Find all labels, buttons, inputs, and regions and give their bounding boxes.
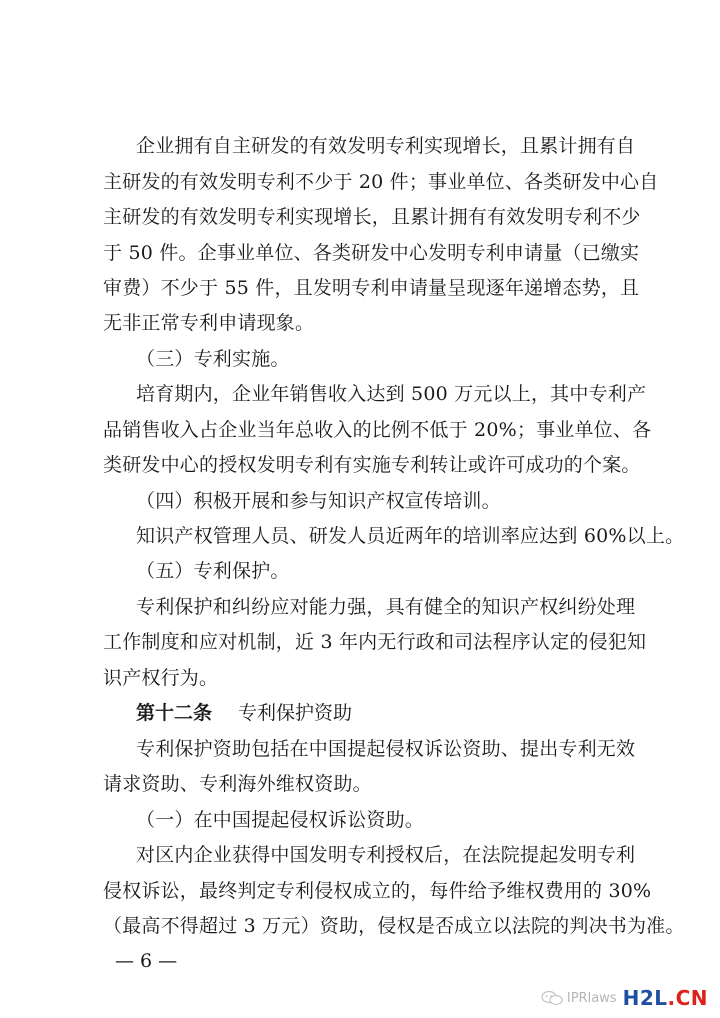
paragraph-line: （最高不得超过 3 万元）资助，侵权是否成立以法院的判决书为准。 [103, 915, 685, 937]
paragraph-line: 品销售收入占企业当年总收入的比例不低于 20%；事业单位、各 [103, 419, 652, 441]
watermark-handle: IPRlaws [566, 990, 617, 1006]
paragraph-line: 专利保护和纠纷应对能力强，具有健全的知识产权纠纷处理 [136, 596, 636, 618]
paragraph-line: 知识产权管理人员、研发人员近两年的培训率应达到 60%以上。 [136, 525, 685, 547]
paragraph-line: 工作制度和应对机制，近 3 年内无行政和司法程序认定的侵犯知 [103, 631, 647, 653]
wechat-icon [541, 990, 563, 1006]
paragraph-line: 侵权诉讼，最终判定专利侵权成立的，每件给予维权费用的 30% [103, 880, 652, 902]
paragraph-line: 类研发中心的授权发明专利有实施专利转让或许可成功的个案。 [103, 454, 641, 476]
article-title [136, 701, 352, 725]
paragraph-line: 无非正常专利申请现象。 [103, 312, 315, 334]
page-number: — 6 — [115, 950, 178, 972]
section-heading: （四）积极开展和参与知识产权宣传培训。 [136, 490, 501, 512]
section-heading: （一）在中国提起侵权诉讼资助。 [136, 809, 425, 831]
watermark [541, 986, 708, 1010]
paragraph-line: 主研发的有效发明专利实现增长，且累计拥有有效发明专利不少 [103, 206, 641, 228]
paragraph-line: 对区内企业获得中国发明专利授权后，在法院提起发明专利 [136, 844, 636, 866]
article-name: 专利保护资助 [238, 702, 353, 724]
section-heading: （五）专利保护。 [136, 560, 290, 582]
paragraph-line: 于 50 件。企事业单位、各类研发中心发明专利申请量（已缴实 [103, 242, 640, 264]
paragraph-line: 主研发的有效发明专利不少于 20 件；事业单位、各类研发中心自 [103, 171, 659, 193]
paragraph-line: 培育期内，企业年销售收入达到 500 万元以上，其中专利产 [136, 383, 647, 405]
section-heading: （三）专利实施。 [136, 348, 290, 370]
paragraph-line: 审费）不少于 55 件，且发明专利申请量呈现逐年递增态势，且 [103, 277, 640, 299]
brand-logo: H2L.CN [622, 986, 708, 1010]
paragraph-line: 企业拥有自主研发的有效发明专利实现增长，且累计拥有自 [136, 135, 636, 157]
paragraph-line: 请求资助、专利海外维权资助。 [103, 773, 372, 795]
paragraph-line: 识产权行为。 [103, 667, 219, 689]
paragraph-line: 专利保护资助包括在中国提起侵权诉讼资助、提出专利无效 [136, 738, 636, 760]
article-number: 第十二条 [136, 702, 213, 724]
